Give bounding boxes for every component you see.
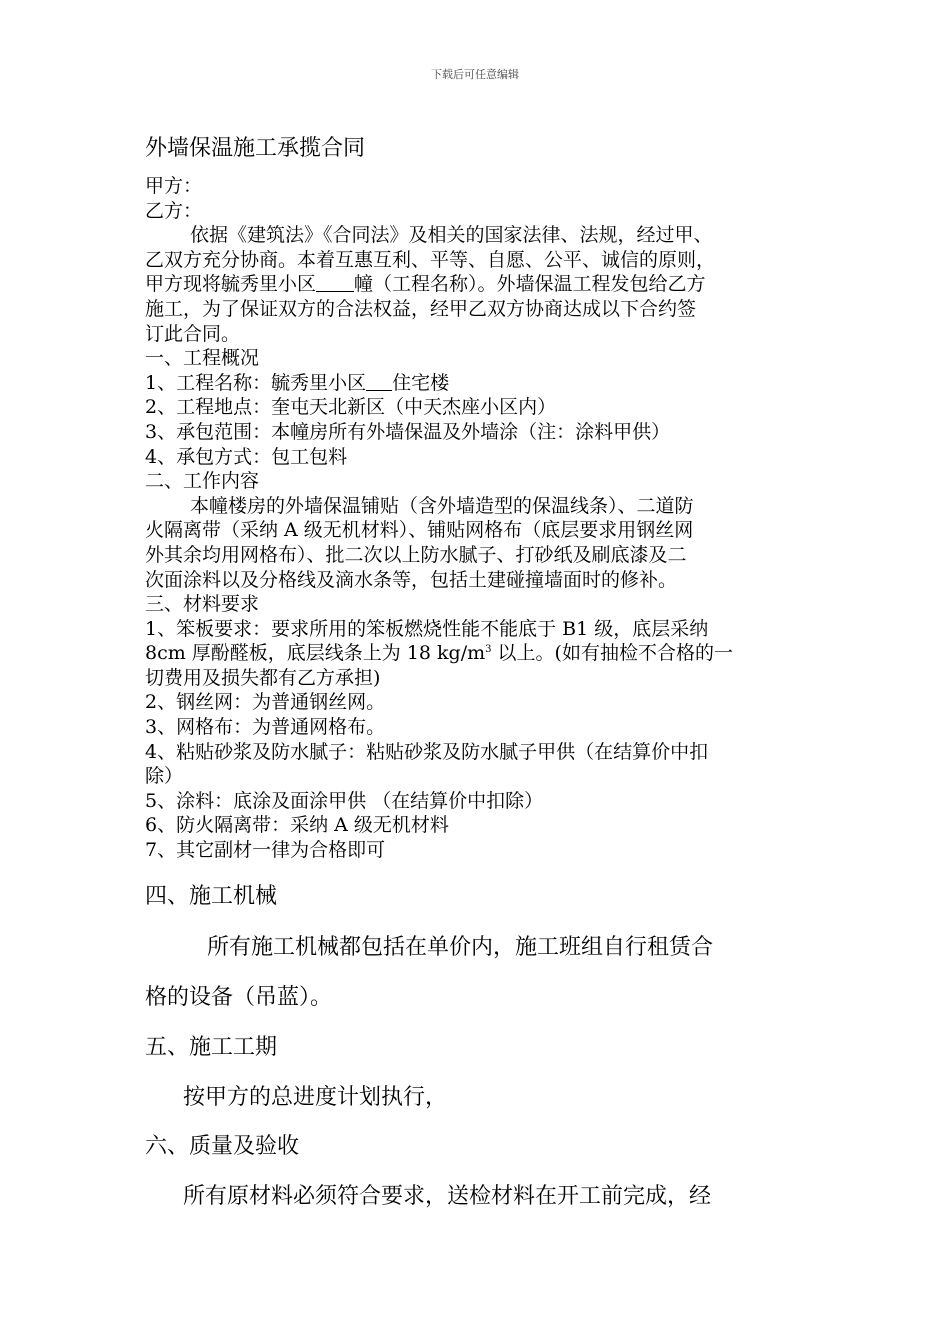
quality-line-1: 所有原材料必须符合要求，送检材料在开工前完成，经	[183, 1184, 712, 1209]
intro-line-3-start: 甲方现将毓秀里小区	[145, 273, 317, 296]
project-name-end: 住宅楼	[392, 371, 450, 394]
mortar-item-line-2: 除）	[145, 765, 184, 788]
contract-body	[145, 136, 810, 863]
other-materials-item: 7、其它副材一律为合格即可	[145, 839, 386, 862]
board-requirement-line-2	[145, 641, 810, 666]
contract-method-item: 4、承包方式：包工包料	[145, 445, 348, 468]
mortar-item-line-1: 4、粘贴砂浆及防水腻子：粘贴砂浆及防水腻子甲供（在结算价中扣	[145, 740, 709, 763]
work-content-line-3: 外其余均用网格布）、批二次以上防水腻子、打砂纸及刷底漆及二	[145, 543, 687, 566]
superscript-three: 3	[485, 644, 492, 656]
intro-line-3-end: 幢（工程名称）。外墙保温工程发包给乙方	[354, 273, 706, 296]
section-3-heading: 三、材料要求	[145, 593, 260, 616]
intro-line-5: 订此合同。	[145, 322, 241, 345]
project-name-item	[145, 371, 810, 396]
steel-mesh-item: 2、钢丝网：为普通钢丝网。	[145, 691, 386, 714]
contract-scope-item: 3、承包范围：本幢房所有外墙保温及外墙涂（注：涂料甲供）	[145, 420, 671, 443]
paint-item: 5、涂料：底涂及面涂甲供 （在结算价中扣除）	[145, 789, 544, 812]
intro-line-3	[145, 272, 810, 297]
intro-line-1: 依据《建筑法》《合同法》及相关的国家法律、法规，经过甲、	[190, 224, 713, 247]
intro-line-2: 乙双方充分协商。本着互惠互利、平等、自愿、公平、诚信的原则，	[145, 248, 716, 271]
section-5-heading: 五、施工工期	[145, 1035, 278, 1060]
board-requirement-line-3: 切费用及损失都有乙方承担)	[145, 666, 381, 689]
page-header: 下载后可任意编辑	[431, 68, 519, 81]
section-4-heading: 四、施工机械	[145, 884, 278, 909]
blank-building-number	[316, 273, 354, 292]
board-requirement-text-end: 以上。(如有抽检不合格的一	[491, 642, 733, 665]
section-2-heading: 二、工作内容	[145, 470, 260, 493]
intro-line-4: 施工，为了保证双方的合法权益，经甲乙双方协商达成以下合约签	[145, 297, 697, 320]
machinery-line-1: 所有施工机械都包括在单价内，施工班组自行租赁合	[207, 935, 714, 960]
work-content-line-4: 次面涂料以及分格线及滴水条等，包括土建碰撞墙面时的修补。	[145, 568, 678, 591]
board-requirement-line-1: 1、笨板要求：要求所用的笨板燃烧性能不能底于 B1 级，底层采纳	[145, 617, 709, 640]
work-content-line-1: 本幢楼房的外墙保温铺贴（含外墙造型的保温线条）、二道防	[190, 494, 694, 517]
section-6-heading: 六、质量及验收	[145, 1134, 300, 1159]
board-requirement-text: 8cm 厚酚醛板，底层线条上为 18 kg/m	[145, 642, 486, 665]
project-name-start: 1、工程名称：毓秀里小区	[145, 371, 367, 394]
fire-barrier-item: 6、防火隔离带：采纳 A 级无机材料	[145, 814, 449, 837]
schedule-line: 按甲方的总进度计划执行，	[183, 1085, 448, 1110]
machinery-line-2: 格的设备（吊蓝）。	[145, 985, 333, 1010]
work-content-line-2: 火隔离带（采纳 A 级无机材料）、铺贴网格布（底层要求用钢丝网	[145, 519, 694, 542]
party-a-label: 甲方：	[145, 175, 203, 197]
document-title: 外墙保温施工承揽合同	[145, 136, 366, 161]
party-b-label: 乙方：	[145, 199, 203, 222]
grid-cloth-item: 3、网格布：为普通网格布。	[145, 716, 386, 739]
section-1-heading: 一、工程概况	[145, 347, 260, 370]
blank-building-number-2	[366, 372, 392, 391]
project-location-item: 2、工程地点：奎屯天北新区（中天杰座小区内）	[145, 396, 557, 419]
